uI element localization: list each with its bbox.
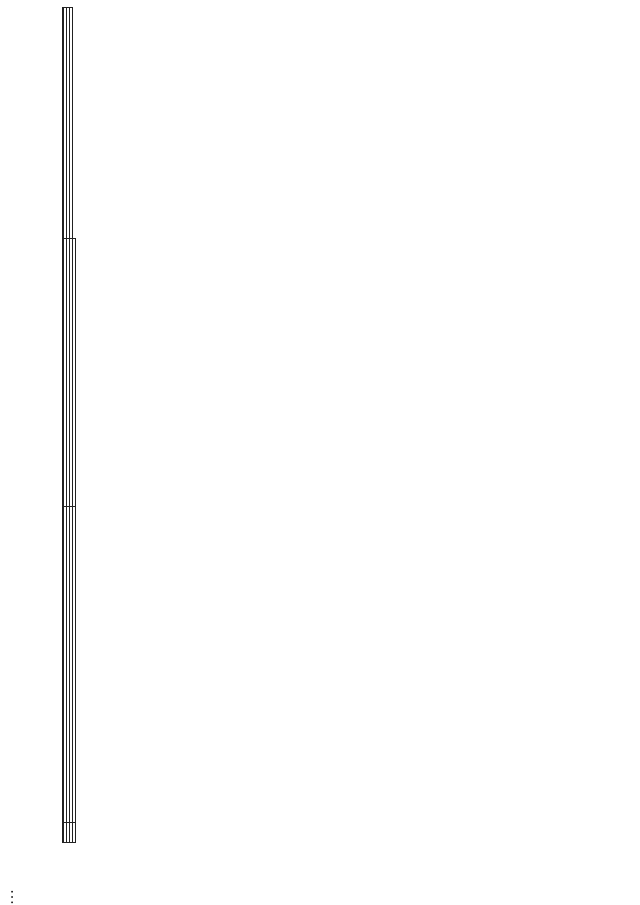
contacts-table <box>62 7 76 843</box>
schedule-cell <box>70 8 73 239</box>
organization-name-cell <box>73 507 76 823</box>
rotated-document-page: … <box>0 0 640 905</box>
row-number <box>73 823 76 843</box>
contacts-cell <box>73 239 76 507</box>
table-row <box>73 8 76 843</box>
